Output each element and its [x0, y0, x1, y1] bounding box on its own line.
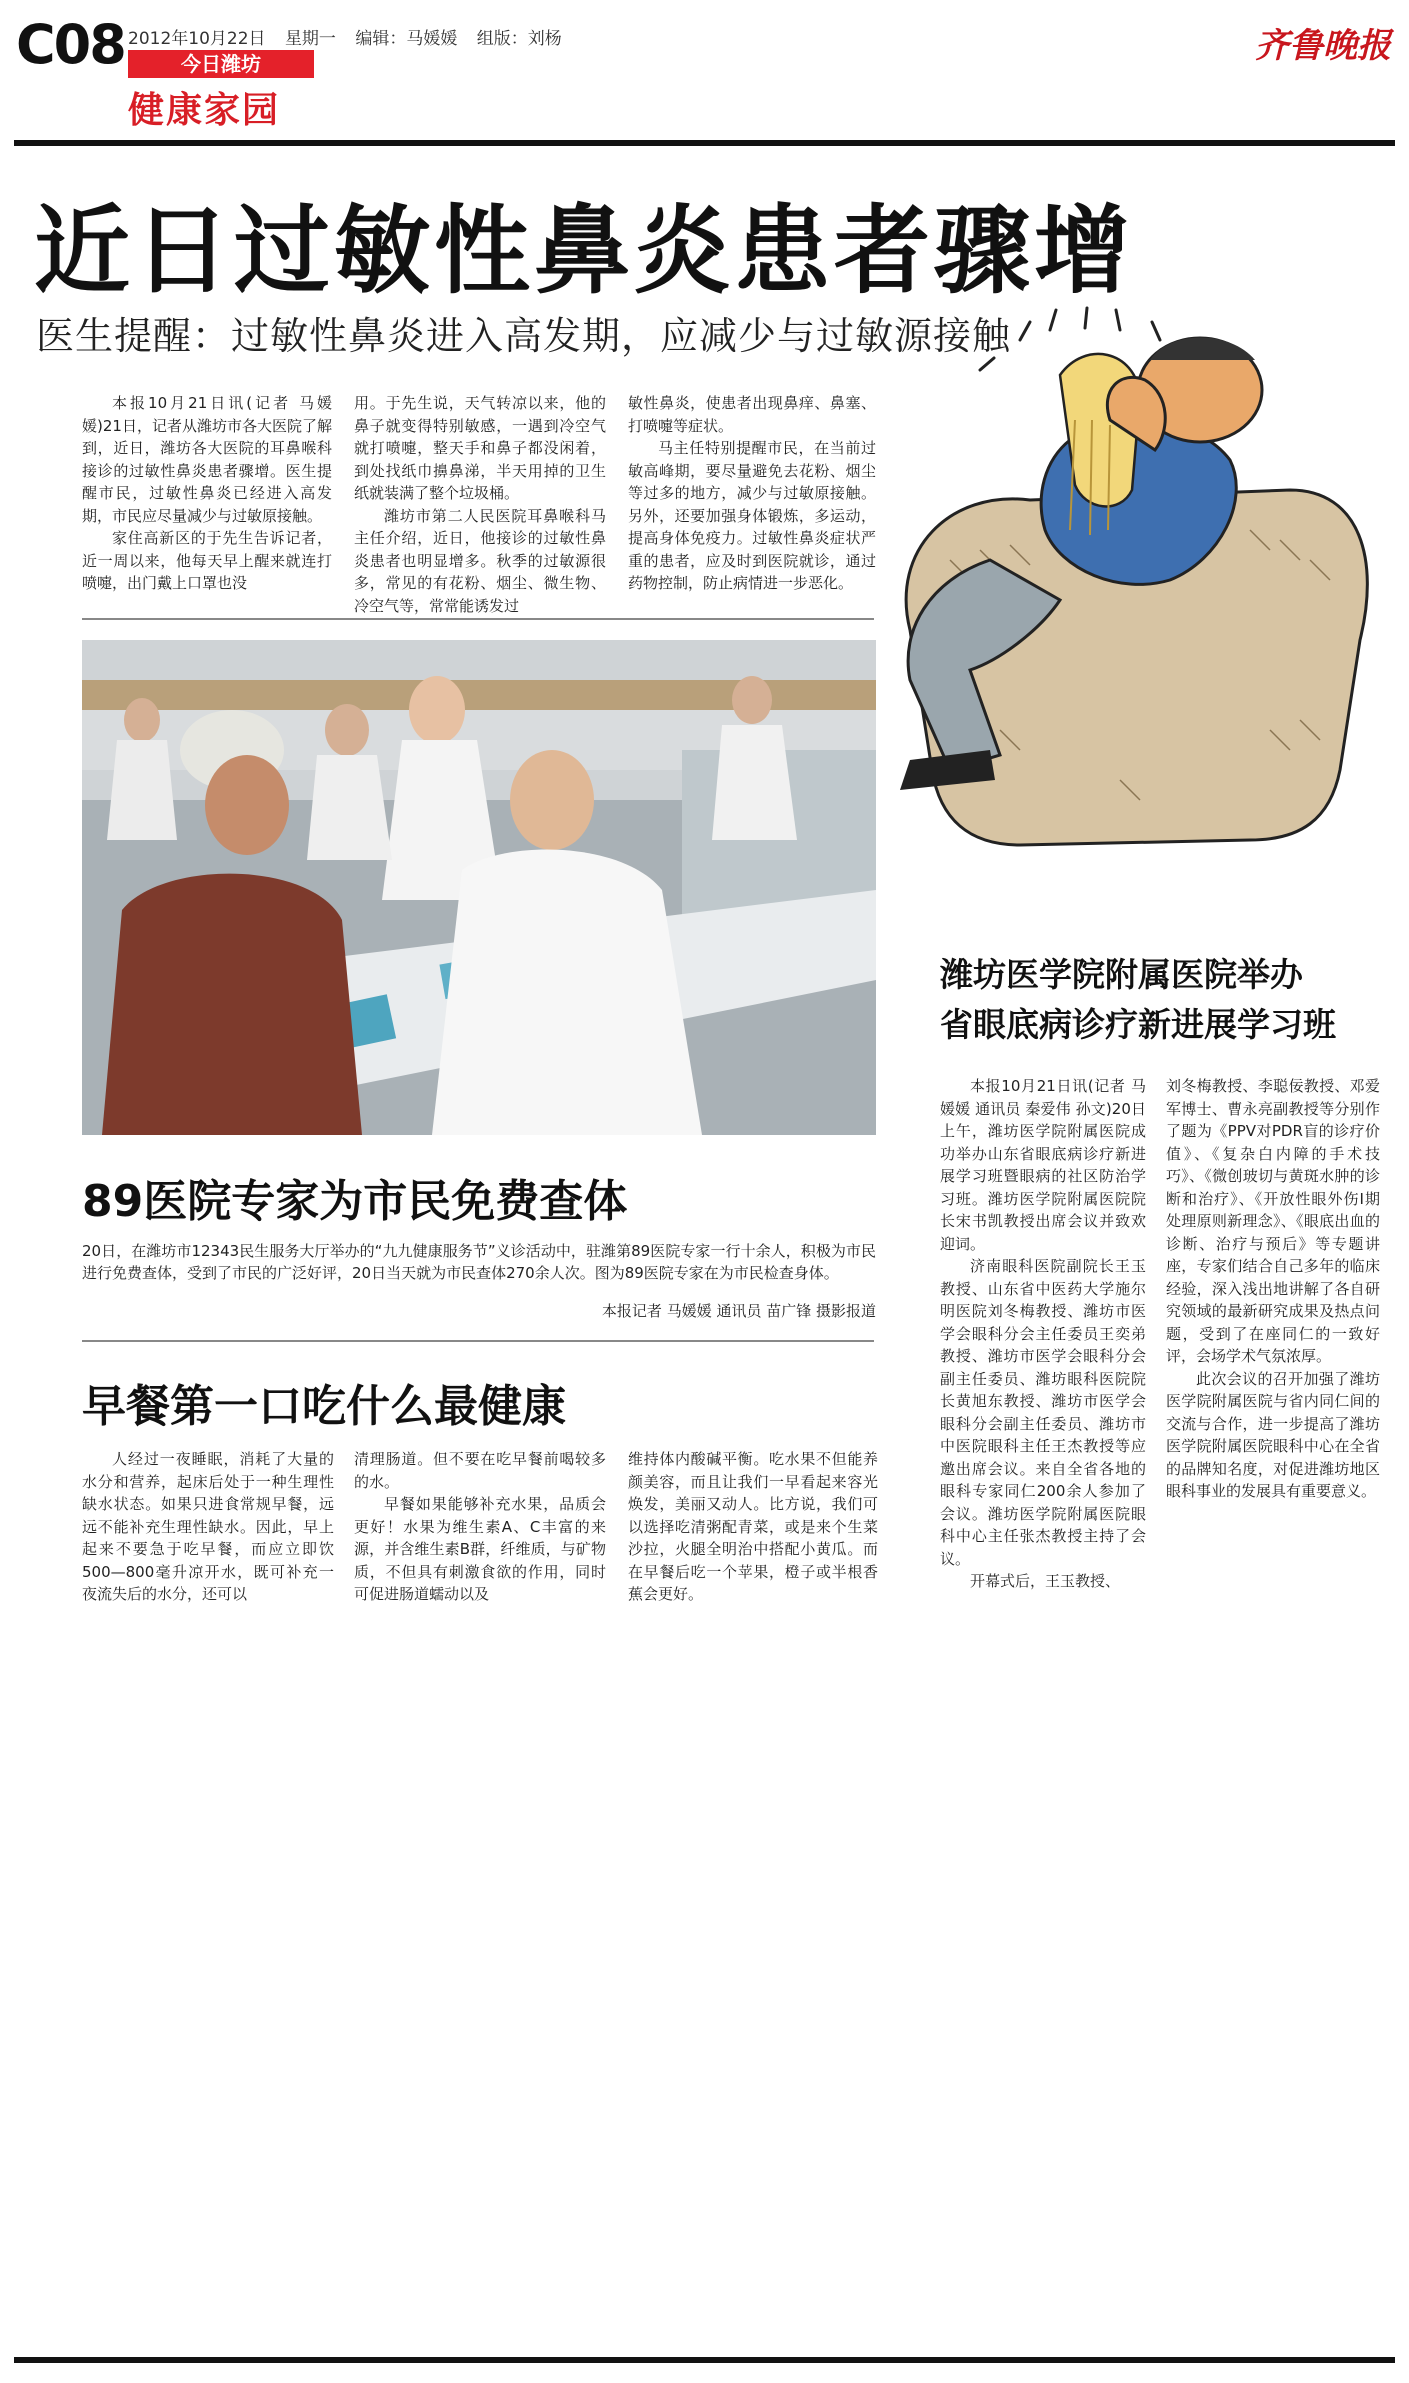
issue-meta: [128, 24, 576, 49]
photo-credit: 本报记者 马媛媛 通讯员 苗广锋 摄影报道: [601, 1302, 876, 1320]
page-number: C08: [16, 13, 125, 76]
right-headline-line-1: 潍坊医学院附属医院举办: [940, 955, 1303, 994]
clinic-photo: [82, 640, 876, 1135]
lead-paragraph: 用。于先生说，天气转凉以来，他的鼻子就变得特别敏感，一遇到冷空气就打喷嚏，整天手和鼻子都没闲着，到处找纸巾擤鼻涕，半天用掉的卫生纸就装满了整个垃圾桶。: [354, 394, 606, 502]
breakfast-column-3: [628, 1448, 878, 1606]
right-column-2: [1166, 1075, 1380, 1503]
sneezing-man-cartoon: [870, 300, 1390, 900]
photo-headline: 89医院专家为市民免费查体: [82, 1176, 628, 1227]
photo-caption: 20日，在潍坊市12343民生服务大厅举办的“九九健康服务节”义诊活动中，驻潍第89医院专家一行十余人，积极为市民进行免费查体，受到了市民的广泛好评，20日当天就为市民查体270余人次。图为89医院专家在为市民检查身体。: [82, 1242, 876, 1282]
breakfast-headline: 早餐第一口吃什么最健康: [82, 1381, 566, 1432]
issue-layout: 组版：刘杨: [476, 29, 562, 49]
breakfast-paragraph: 清理肠道。但不要在吃早餐前喝较多的水。: [354, 1450, 606, 1491]
lead-column-1: [82, 392, 332, 595]
newspaper-logo: 齐鲁晚报: [1255, 26, 1391, 66]
right-paragraph: 刘冬梅教授、李聪佞教授、邓爱军博士、曹永亮副教授等分别作了题为《PPV对PDR盲的诊疗价值》、《复杂白内障的手术技巧》、《微创玻切与黄斑水肿的诊断和治疗》、《开放性眼外伤I期处理原则新理念》、《眼底出血的诊断、治疗与预后》等专题讲座，专家们结合自己多年的临床经验，深入浅出地讲解了各自研究领域的最新研究成果及热点问题，受到了在座同仁的一致好评，会场学术气氛浓厚。: [1166, 1077, 1380, 1365]
lead-paragraph: 马主任特别提醒市民，在当前过敏高峰期，要尽量避免去花粉、烟尘等过多的地方，减少与过敏原接触。另外，还要加强身体锻炼，多运动，提高身体免疫力。过敏性鼻炎症状严重的患者，应及时到医院就诊，通过药物控制，防止病情进一步恶化。: [628, 439, 876, 592]
breakfast-paragraph: 早餐如果能够补充水果，品质会更好！水果为维生素A、C丰富的来源，并含维生素B群，纤维质，与矿物质，不但具有刺激食欲的作用，同时可促进肠道蠕动以及: [354, 1495, 606, 1603]
lead-paragraph: 家住高新区的于先生告诉记者，近一周以来，他每天早上醒来就连打喷嚏，出门戴上口罩也没: [82, 529, 332, 592]
masthead-divider: [14, 140, 1395, 146]
lead-headline: 近日过敏性鼻炎患者骤增: [34, 195, 1134, 307]
right-paragraph: 此次会议的召开加强了潍坊医学院附属医院与省内同仁间的交流与合作，进一步提高了潍坊医学院附属医院眼科中心在全省的品牌知名度，对促进潍坊地区眼科事业的发展具有重要意义。: [1166, 1369, 1380, 1500]
lead-subhead: 医生提醒：过敏性鼻炎进入高发期，应减少与过敏源接触: [36, 314, 1012, 358]
lead-paragraph: 敏性鼻炎，使患者出现鼻痒、鼻塞、打喷嚏等症状。: [628, 394, 876, 435]
issue-weekday: 星期一: [284, 29, 336, 49]
right-headline-line-2: 省眼底病诊疗新进展学习班: [940, 1005, 1336, 1044]
breakfast-column-1: [82, 1448, 334, 1606]
lead-divider: [82, 618, 874, 620]
lead-paragraph: 本报10月21日讯(记者 马媛媛)21日，记者从潍坊市各大医院了解到，近日，潍坊各大医院的耳鼻喉科接诊的过敏性鼻炎患者骤增。医生提醒市民，过敏性鼻炎已经进入高发期，市民应尽量减少与过敏原接触。: [82, 394, 332, 525]
lead-column-2: [354, 392, 606, 617]
right-paragraph: 开幕式后，王玉教授、: [970, 1572, 1121, 1590]
breakfast-paragraph: 人经过一夜睡眠，消耗了大量的水分和营养，起床后处于一种生理性缺水状态。如果只进食常规早餐，远远不能补充生理性缺水。因此，早上起来不要急于吃早餐，而应立即饮500—800毫升凉开水，既可补充一夜流失后的水分，还可以: [82, 1450, 334, 1603]
issue-date: 2012年10月22日: [128, 29, 266, 49]
section-title: 健康家园: [128, 90, 281, 131]
lead-column-3: [628, 392, 876, 595]
photo-divider: [82, 1340, 874, 1342]
bottom-divider: [14, 2357, 1395, 2363]
breakfast-column-2: [354, 1448, 606, 1606]
right-headline: [940, 950, 1380, 1050]
lead-paragraph: 潍坊市第二人民医院耳鼻喉科马主任介绍，近日，他接诊的过敏性鼻炎患者也明显增多。秋季的过敏源很多，常见的有花粉、烟尘、微生物、冷空气等，常常能诱发过: [354, 506, 606, 615]
issue-editor: 编辑：马媛媛: [355, 29, 458, 49]
breakfast-paragraph: 维持体内酸碱平衡。吃水果不但能养颜美容，而且让我们一早看起来容光焕发，美丽又动人。比方说，我们可以选择吃清粥配青菜，或是来个生菜沙拉，火腿全明治中搭配小黄瓜。而在早餐后吃一个苹果，橙子或半根香蕉会更好。: [628, 1450, 878, 1603]
right-column-1: [940, 1075, 1146, 1593]
right-paragraph: 济南眼科医院副院长王玉教授、山东省中医药大学施尔明医院刘冬梅教授、潍坊市医学会眼科分会主任委员王奕弟教授、潍坊市医学会眼科分会副主任委员、潍坊眼科医院院长黄旭东教授、潍坊市医学会眼科分会副主任委员、潍坊市中医院眼科主任王杰教授等应邀出席会议。来自全省各地的眼科专家同仁200余人参加了会议。潍坊医学院附属医院眼科中心主任张杰教授主持了会议。: [940, 1257, 1146, 1568]
right-paragraph: 本报10月21日讯(记者 马媛媛 通讯员 秦爱伟 孙文)20日上午，潍坊医学院附属医院成功举办山东省眼底病诊疗新进展学习班暨眼病的社区防治学习班。潍坊医学院附属医院院长宋书凯教授出席会议并致欢迎词。: [940, 1077, 1146, 1253]
section-tag: 今日潍坊: [128, 50, 314, 78]
